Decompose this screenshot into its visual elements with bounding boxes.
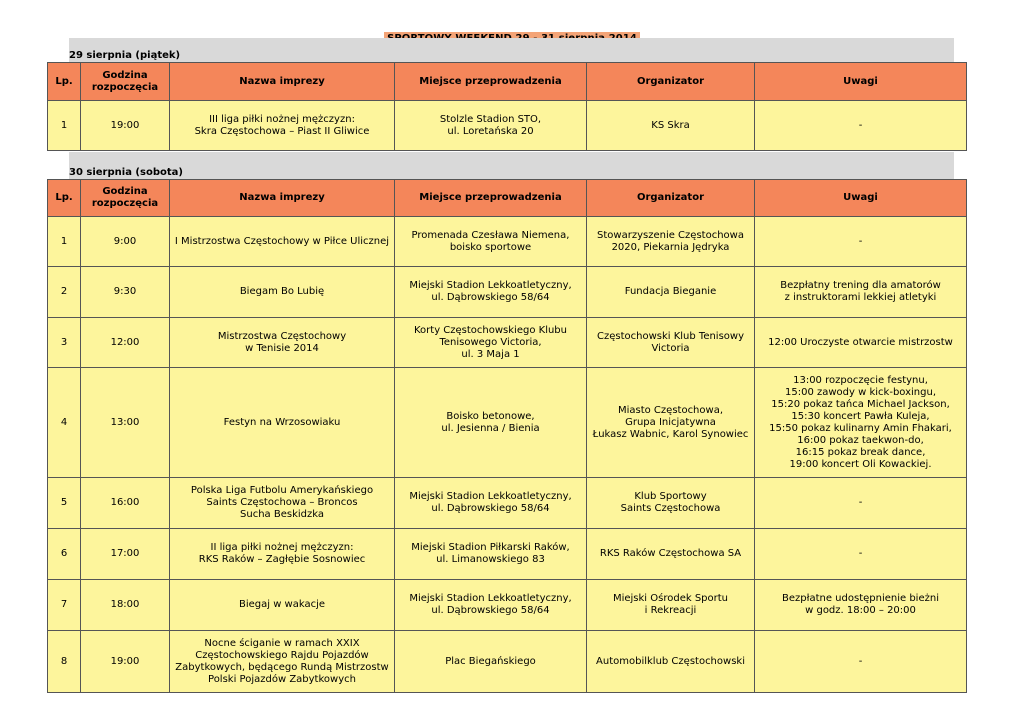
cell-time: 12:00 bbox=[81, 318, 170, 368]
cell-notes bbox=[755, 631, 967, 693]
cell-notes-line: z instruktorami lekkiej atletyki bbox=[784, 292, 937, 303]
cell-org-line: i Rekreacji bbox=[644, 605, 697, 616]
cell-notes-line: - bbox=[858, 548, 863, 559]
table-body bbox=[48, 101, 967, 151]
cell-org-line: Łukasz Wabnic, Karol Synowiec bbox=[592, 428, 749, 440]
day-label-friday: 29 sierpnia (piątek) bbox=[69, 50, 181, 61]
cell-place bbox=[395, 267, 587, 318]
cell-place-line: Promenada Czesława Niemena, bbox=[411, 229, 570, 241]
header-time-line: rozpoczęcia bbox=[91, 81, 159, 93]
header-org: Organizator bbox=[587, 180, 755, 217]
cell-name bbox=[170, 478, 395, 529]
cell-org-line: Stowarzyszenie Częstochowa bbox=[597, 229, 744, 241]
cell-notes-line: 15:00 zawody w kick-boxingu, bbox=[785, 386, 936, 398]
cell-name bbox=[170, 368, 395, 478]
cell-name bbox=[170, 631, 395, 693]
cell-org-line: Grupa Inicjatywna bbox=[625, 416, 716, 428]
cell-place bbox=[395, 529, 587, 580]
cell-lp: 7 bbox=[48, 580, 81, 631]
cell-notes bbox=[755, 318, 967, 368]
cell-org bbox=[587, 368, 755, 478]
day-label-saturday: 30 sierpnia (sobota) bbox=[69, 167, 183, 178]
cell-name-line: Biegam Bo Lubię bbox=[239, 286, 325, 297]
cell-org-line: KS Skra bbox=[651, 119, 690, 131]
cell-time: 19:00 bbox=[81, 631, 170, 693]
cell-org bbox=[587, 267, 755, 318]
cell-place-line: ul. Dąbrowskiego 58/64 bbox=[431, 605, 550, 616]
cell-notes-line: 19:00 koncert Oli Kowackiej. bbox=[789, 458, 932, 470]
table-row bbox=[48, 267, 967, 318]
cell-place bbox=[395, 217, 587, 267]
cell-lp: 4 bbox=[48, 368, 81, 478]
header-lp: Lp. bbox=[48, 63, 81, 101]
cell-place-line: Tenisowego Victoria, bbox=[439, 336, 542, 348]
header-time-line: Godzina bbox=[102, 186, 148, 197]
cell-notes-line: 13:00 rozpoczęcie festynu, bbox=[793, 374, 928, 386]
cell-name-line: Skra Częstochowa – Piast II Gliwice bbox=[194, 125, 370, 137]
cell-name bbox=[170, 267, 395, 318]
table-row bbox=[48, 217, 967, 267]
cell-lp: 1 bbox=[48, 101, 81, 151]
cell-notes-line: 15:30 koncert Pawła Kuleja, bbox=[791, 410, 930, 422]
cell-place-line: ul. Jesienna / Bienia bbox=[441, 422, 540, 434]
cell-place bbox=[395, 368, 587, 478]
cell-name bbox=[170, 318, 395, 368]
cell-notes-line: 12:00 Uroczyste otwarcie mistrzostw bbox=[768, 336, 953, 348]
cell-org-line: Klub Sportowy bbox=[634, 491, 707, 502]
cell-org-line: 2020, Piekarnia Jędryka bbox=[611, 241, 730, 253]
day-bar-saturday bbox=[69, 152, 954, 180]
cell-place bbox=[395, 478, 587, 529]
cell-name-line: I Mistrzostwa Częstochowy w Piłce Ulicznej bbox=[174, 235, 390, 247]
cell-time: 19:00 bbox=[81, 101, 170, 151]
cell-notes bbox=[755, 267, 967, 318]
cell-org bbox=[587, 529, 755, 580]
cell-notes bbox=[755, 101, 967, 151]
cell-name-line: Częstochowskiego Rajdu Pojazdów bbox=[195, 649, 369, 661]
cell-lp: 6 bbox=[48, 529, 81, 580]
schedule-table-friday bbox=[47, 62, 967, 151]
cell-notes-line: 15:50 pokaz kulinarny Amin Fhakari, bbox=[769, 422, 952, 434]
cell-org bbox=[587, 631, 755, 693]
cell-place-line: ul. Loretańska 20 bbox=[447, 125, 534, 137]
cell-org-line: Miejski Ośrodek Sportu bbox=[612, 593, 729, 604]
cell-notes-line: - bbox=[858, 497, 863, 508]
header-time bbox=[81, 63, 170, 101]
header-name: Nazwa imprezy bbox=[170, 63, 395, 101]
cell-notes bbox=[755, 529, 967, 580]
header-name: Nazwa imprezy bbox=[170, 180, 395, 217]
cell-org-line: RKS Raków Częstochowa SA bbox=[599, 548, 742, 559]
cell-notes bbox=[755, 217, 967, 267]
cell-place-line: Plac Biegańskiego bbox=[445, 655, 536, 667]
cell-lp: 8 bbox=[48, 631, 81, 693]
cell-notes-line: Bezpłatne udostępnienie bieżni bbox=[782, 593, 939, 604]
table-body bbox=[48, 217, 967, 693]
cell-time: 13:00 bbox=[81, 368, 170, 478]
cell-name bbox=[170, 580, 395, 631]
cell-notes bbox=[755, 580, 967, 631]
table-header-row bbox=[48, 180, 967, 217]
cell-org-line: Fundacja Bieganie bbox=[624, 286, 717, 297]
cell-notes-line: w godz. 18:00 – 20:00 bbox=[805, 605, 916, 616]
cell-notes bbox=[755, 368, 967, 478]
header-org: Organizator bbox=[587, 63, 755, 101]
cell-place-line: Boisko betonowe, bbox=[446, 410, 535, 422]
cell-time: 9:00 bbox=[81, 217, 170, 267]
cell-place-line: Korty Częstochowskiego Klubu bbox=[413, 324, 567, 336]
cell-place bbox=[395, 101, 587, 151]
header-time bbox=[81, 180, 170, 217]
cell-name-line: Sucha Beskidzka bbox=[240, 509, 324, 520]
cell-notes-line: - bbox=[858, 655, 863, 667]
cell-name bbox=[170, 217, 395, 267]
cell-place-line: ul. Limanowskiego 83 bbox=[436, 554, 545, 565]
header-lp: Lp. bbox=[48, 180, 81, 217]
cell-place bbox=[395, 631, 587, 693]
table-row bbox=[48, 101, 967, 151]
cell-lp: 1 bbox=[48, 217, 81, 267]
cell-time: 17:00 bbox=[81, 529, 170, 580]
cell-place-line: Miejski Stadion Lekkoatletyczny, bbox=[409, 593, 572, 604]
table-row bbox=[48, 580, 967, 631]
cell-notes-line: 16:15 pokaz break dance, bbox=[795, 446, 926, 458]
cell-name-line: Nocne ściganie w ramach XXIX bbox=[204, 637, 360, 649]
cell-notes-line: 16:00 pokaz taekwon-do, bbox=[797, 434, 924, 446]
cell-notes bbox=[755, 478, 967, 529]
cell-time: 18:00 bbox=[81, 580, 170, 631]
table-row bbox=[48, 529, 967, 580]
header-time-line: Godzina bbox=[102, 69, 148, 81]
cell-place-line: ul. Dąbrowskiego 58/64 bbox=[431, 292, 550, 303]
cell-place-line: Miejski Stadion Lekkoatletyczny, bbox=[409, 491, 572, 502]
cell-org-line: Saints Częstochowa bbox=[620, 503, 721, 514]
cell-notes-line: - bbox=[858, 119, 863, 131]
cell-name-line: Zabytkowych, będącego Rundą Mistrzostw bbox=[175, 661, 389, 673]
cell-lp: 3 bbox=[48, 318, 81, 368]
table-row bbox=[48, 631, 967, 693]
cell-place-line: boisko sportowe bbox=[449, 241, 532, 253]
cell-name bbox=[170, 101, 395, 151]
cell-org bbox=[587, 478, 755, 529]
cell-place-line: ul. Dąbrowskiego 58/64 bbox=[431, 503, 550, 514]
cell-org-line: Victoria bbox=[651, 342, 690, 354]
cell-lp: 2 bbox=[48, 267, 81, 318]
header-place: Miejsce przeprowadzenia bbox=[395, 180, 587, 217]
cell-name-line: Saints Częstochowa – Broncos bbox=[206, 497, 358, 508]
schedule-table-saturday bbox=[47, 179, 967, 693]
cell-name-line: Festyn na Wrzosowiaku bbox=[223, 416, 341, 428]
cell-place-line: ul. 3 Maja 1 bbox=[461, 348, 520, 360]
table-row bbox=[48, 318, 967, 368]
cell-name-line: Polski Pojazdów Zabytkowych bbox=[208, 673, 356, 685]
cell-org bbox=[587, 217, 755, 267]
cell-place-line: Miejski Stadion Lekkoatletyczny, bbox=[409, 280, 572, 291]
header-place: Miejsce przeprowadzenia bbox=[395, 63, 587, 101]
table-header-row bbox=[48, 63, 967, 101]
cell-time: 9:30 bbox=[81, 267, 170, 318]
cell-time: 16:00 bbox=[81, 478, 170, 529]
cell-notes-line: Bezpłatny trening dla amatorów bbox=[780, 280, 941, 291]
cell-name-line: III liga piłki nożnej mężczyzn: bbox=[209, 113, 355, 125]
cell-name-line: II liga piłki nożnej mężczyzn: bbox=[210, 542, 354, 553]
day-bar-friday bbox=[69, 38, 954, 62]
cell-org bbox=[587, 318, 755, 368]
cell-name-line: w Tenisie 2014 bbox=[245, 342, 319, 354]
cell-name-line: RKS Raków – Zagłębie Sosnowiec bbox=[198, 554, 366, 565]
cell-org bbox=[587, 101, 755, 151]
cell-name bbox=[170, 529, 395, 580]
cell-org-line: Automobilklub Częstochowski bbox=[596, 655, 745, 667]
header-time-line: rozpoczęcia bbox=[91, 198, 159, 209]
cell-place bbox=[395, 318, 587, 368]
cell-place-line: Stolzle Stadion STO, bbox=[439, 113, 542, 125]
cell-name-line: Polska Liga Futbolu Amerykańskiego bbox=[190, 485, 374, 496]
table-row bbox=[48, 368, 967, 478]
cell-name-line: Biegaj w wakacje bbox=[238, 599, 326, 610]
cell-notes-line: - bbox=[858, 235, 863, 247]
cell-notes-line: 15:20 pokaz tańca Michael Jackson, bbox=[771, 398, 950, 410]
cell-place-line: Miejski Stadion Piłkarski Raków, bbox=[411, 542, 570, 553]
cell-name-line: Mistrzostwa Częstochowy bbox=[217, 330, 347, 342]
cell-org-line: Częstochowski Klub Tenisowy bbox=[596, 330, 745, 342]
cell-org bbox=[587, 580, 755, 631]
table-row bbox=[48, 478, 967, 529]
cell-org-line: Miasto Częstochowa, bbox=[617, 404, 724, 416]
header-notes: Uwagi bbox=[755, 180, 967, 217]
header-notes: Uwagi bbox=[755, 63, 967, 101]
cell-lp: 5 bbox=[48, 478, 81, 529]
cell-place bbox=[395, 580, 587, 631]
